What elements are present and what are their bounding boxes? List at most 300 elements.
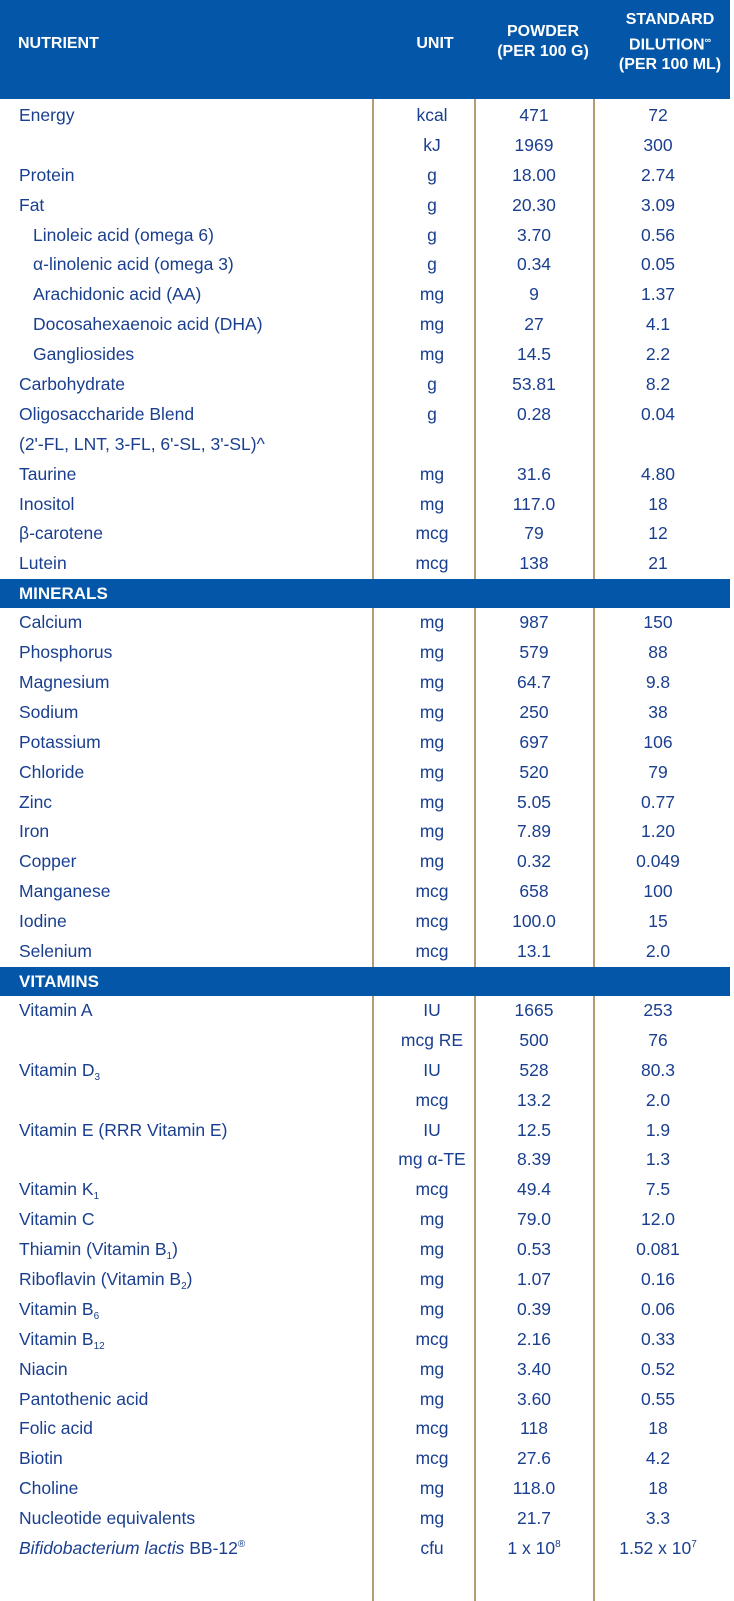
nutrient-name bbox=[19, 1116, 227, 1146]
unit-cell: mg bbox=[419, 314, 445, 335]
nutrient-name bbox=[19, 460, 76, 490]
dilution-value bbox=[598, 1534, 718, 1564]
nutrient-name bbox=[19, 638, 112, 668]
nutrient-name bbox=[19, 907, 67, 937]
unit-cell: mcg bbox=[415, 1089, 449, 1110]
powder-value bbox=[474, 1295, 594, 1325]
powder-value-exponent: 8 bbox=[555, 1538, 561, 1550]
powder-value bbox=[474, 1265, 594, 1295]
nutrient-name-italic: Bifidobacterium lactis bbox=[19, 1537, 185, 1558]
dilution-value bbox=[598, 638, 718, 668]
unit-cell: mcg bbox=[415, 1328, 449, 1349]
powder-value-text: 13.2 bbox=[516, 1089, 552, 1110]
unit-cell: mg bbox=[419, 642, 445, 663]
nutrient-name bbox=[19, 101, 74, 131]
powder-value bbox=[474, 1385, 594, 1415]
dilution-value bbox=[598, 1086, 718, 1116]
dilution-value-text: 100 bbox=[643, 881, 673, 902]
dilution-value bbox=[598, 847, 718, 877]
unit-cell: mg bbox=[419, 672, 445, 693]
table-row bbox=[0, 250, 730, 280]
powder-value bbox=[474, 758, 594, 788]
unit-cell: IU bbox=[423, 999, 441, 1020]
powder-value-text: 138 bbox=[519, 553, 549, 574]
powder-value bbox=[474, 1474, 594, 1504]
powder-value-text: 0.34 bbox=[516, 254, 552, 275]
table-row bbox=[0, 400, 730, 430]
unit-cell: mg bbox=[419, 851, 445, 872]
table-row bbox=[0, 608, 730, 638]
dilution-value-text: 0.55 bbox=[640, 1388, 676, 1409]
powder-value bbox=[474, 907, 594, 937]
nutrient-name-text: Magnesium bbox=[19, 672, 110, 693]
dilution-value bbox=[598, 608, 718, 638]
powder-value bbox=[474, 161, 594, 191]
table-row bbox=[0, 1265, 730, 1295]
unit-cell: mg bbox=[419, 821, 445, 842]
powder-value-text: 117.0 bbox=[512, 493, 556, 514]
section-title: MINERALS bbox=[19, 584, 108, 604]
nutrient-name-text: α-linolenic acid (omega 3) bbox=[33, 254, 234, 275]
nutrient-name bbox=[19, 1265, 193, 1295]
powder-value bbox=[474, 1026, 594, 1056]
nutrient-name-text: Thiamin (Vitamin B bbox=[19, 1239, 167, 1260]
powder-value-text: 3.70 bbox=[516, 224, 552, 245]
dilution-value bbox=[598, 817, 718, 847]
table-row bbox=[0, 877, 730, 907]
unit-cell: mcg bbox=[415, 1418, 449, 1439]
dilution-value-text: 0.049 bbox=[636, 851, 680, 872]
unit-cell: mcg bbox=[415, 941, 449, 962]
table-row bbox=[0, 370, 730, 400]
dilution-value-exponent: 7 bbox=[691, 1538, 697, 1550]
powder-value bbox=[474, 847, 594, 877]
nutrient-name-text: Niacin bbox=[19, 1358, 68, 1379]
table-row bbox=[0, 1295, 730, 1325]
powder-value-text: 579 bbox=[519, 642, 549, 663]
dilution-value bbox=[598, 1355, 718, 1385]
table-row bbox=[0, 131, 730, 161]
table-row bbox=[0, 1086, 730, 1116]
unit-cell: mcg bbox=[415, 881, 449, 902]
dilution-value-text: 18 bbox=[648, 1478, 668, 1499]
dilution-value bbox=[598, 1504, 718, 1534]
powder-value-text: 0.28 bbox=[516, 403, 552, 424]
nutrient-name-text: β-carotene bbox=[19, 523, 103, 544]
powder-value bbox=[474, 1504, 594, 1534]
nutrient-name bbox=[19, 1056, 100, 1086]
nutrient-name-text: Riboflavin (Vitamin B bbox=[19, 1268, 182, 1289]
table-row bbox=[0, 1385, 730, 1415]
unit-cell: mcg bbox=[415, 553, 449, 574]
table-row bbox=[0, 1325, 730, 1355]
dilution-value bbox=[598, 937, 718, 967]
unit-cell: g bbox=[427, 164, 437, 185]
nutrient-name bbox=[19, 788, 52, 818]
nutrient-name bbox=[19, 1534, 245, 1564]
table-row bbox=[0, 490, 730, 520]
powder-value bbox=[474, 1414, 594, 1444]
unit-cell: mcg RE bbox=[400, 1029, 464, 1050]
dilution-value-text: 8.2 bbox=[645, 374, 671, 395]
nutrient-table-body bbox=[0, 101, 730, 1564]
powder-value-text: 118.0 bbox=[512, 1478, 556, 1499]
nutrient-name-text: Protein bbox=[19, 164, 75, 185]
nutrient-name-text: Calcium bbox=[19, 612, 83, 633]
powder-value bbox=[474, 937, 594, 967]
nutrient-name bbox=[19, 370, 125, 400]
powder-value-text: 528 bbox=[519, 1059, 549, 1080]
dilution-value-text: 4.80 bbox=[640, 463, 676, 484]
nutrient-name bbox=[19, 758, 84, 788]
nutrient-name bbox=[19, 430, 265, 460]
dilution-value bbox=[598, 1295, 718, 1325]
nutrient-name bbox=[19, 1235, 178, 1265]
table-row bbox=[0, 1175, 730, 1205]
powder-value-text: 1 x 10 bbox=[507, 1537, 556, 1558]
nutrient-name bbox=[19, 519, 103, 549]
section-header bbox=[0, 579, 730, 608]
nutrient-name-text: Vitamin B bbox=[19, 1328, 94, 1349]
powder-value-text: 0.32 bbox=[516, 851, 552, 872]
dilution-value-text: 9.8 bbox=[645, 672, 671, 693]
nutrient-name-text: Potassium bbox=[19, 731, 101, 752]
nutrient-name-text: Arachidonic acid (AA) bbox=[33, 284, 202, 305]
nutrient-name-text: Gangliosides bbox=[33, 344, 135, 365]
powder-value-text: 1.07 bbox=[516, 1268, 552, 1289]
dilution-value bbox=[598, 1325, 718, 1355]
powder-value-text: 987 bbox=[519, 612, 549, 633]
nutrient-name bbox=[19, 1385, 148, 1415]
table-row bbox=[0, 460, 730, 490]
nutrient-name bbox=[19, 698, 78, 728]
dilution-value-text: 2.0 bbox=[645, 1089, 671, 1110]
powder-value-text: 5.05 bbox=[516, 791, 552, 812]
nutrient-name-subscript: 1 bbox=[166, 1251, 173, 1263]
dilution-value bbox=[598, 1175, 718, 1205]
nutrient-name bbox=[19, 847, 76, 877]
unit-cell: mg bbox=[419, 701, 445, 722]
table-row bbox=[0, 907, 730, 937]
powder-value bbox=[474, 1325, 594, 1355]
dilution-value-text: 79 bbox=[648, 761, 668, 782]
table-row bbox=[0, 1026, 730, 1056]
unit-cell: mg bbox=[419, 1478, 445, 1499]
nutrient-name-text: Sodium bbox=[19, 701, 79, 722]
unit-cell: g bbox=[427, 403, 437, 424]
nutrient-name bbox=[19, 1504, 195, 1534]
nutrient-name bbox=[19, 937, 92, 967]
dilution-value-text: 80.3 bbox=[640, 1059, 676, 1080]
dilution-value bbox=[598, 1235, 718, 1265]
nutrient-name-text: Choline bbox=[19, 1478, 79, 1499]
unit-cell: mg bbox=[419, 284, 445, 305]
unit-cell: IU bbox=[423, 1059, 441, 1080]
table-row bbox=[0, 280, 730, 310]
powder-value-text: 20.30 bbox=[512, 194, 556, 215]
dilution-value-text: 38 bbox=[648, 701, 668, 722]
dilution-value-text: 0.081 bbox=[636, 1239, 680, 1260]
powder-value-text: 31.6 bbox=[516, 463, 552, 484]
nutrient-name bbox=[19, 161, 74, 191]
table-row bbox=[0, 1116, 730, 1146]
powder-value bbox=[474, 221, 594, 251]
nutrient-name-text: Iron bbox=[19, 821, 50, 842]
dilution-value bbox=[598, 1444, 718, 1474]
table-row bbox=[0, 1235, 730, 1265]
powder-value bbox=[474, 400, 594, 430]
section-title: VITAMINS bbox=[19, 971, 99, 991]
powder-value-text: 14.5 bbox=[516, 344, 552, 365]
nutrient-name-text: Linoleic acid (omega 6) bbox=[33, 224, 214, 245]
table-row bbox=[0, 788, 730, 818]
table-row bbox=[0, 221, 730, 251]
dilution-value bbox=[598, 400, 718, 430]
nutrient-name bbox=[33, 280, 201, 310]
powder-value bbox=[474, 370, 594, 400]
table-row bbox=[0, 668, 730, 698]
nutrient-name-subscript: 2 bbox=[181, 1280, 187, 1292]
unit-cell: mcg bbox=[415, 1448, 449, 1469]
unit-cell: g bbox=[427, 224, 437, 245]
header-powder: POWDER (PER 100 G) bbox=[497, 23, 589, 60]
dilution-value bbox=[598, 1385, 718, 1415]
table-row bbox=[0, 101, 730, 131]
powder-value bbox=[474, 877, 594, 907]
dilution-value bbox=[598, 460, 718, 490]
nutrient-name bbox=[19, 668, 109, 698]
powder-value bbox=[474, 519, 594, 549]
powder-value-text: 79.0 bbox=[516, 1209, 552, 1230]
unit-cell: mg bbox=[419, 1298, 445, 1319]
powder-value bbox=[474, 1235, 594, 1265]
nutrient-name-text: Carbohydrate bbox=[19, 374, 126, 395]
nutrient-name bbox=[19, 1295, 99, 1325]
powder-value bbox=[474, 101, 594, 131]
table-row bbox=[0, 1534, 730, 1564]
table-row bbox=[0, 1474, 730, 1504]
table-header bbox=[0, 0, 730, 99]
unit-cell: mcg bbox=[415, 911, 449, 932]
nutrient-name-text: Fat bbox=[19, 194, 45, 215]
dilution-value-text: 1.37 bbox=[640, 284, 676, 305]
powder-value bbox=[474, 698, 594, 728]
dilution-value-text: 15 bbox=[648, 911, 668, 932]
nutrient-name-text: Inositol bbox=[19, 493, 75, 514]
nutrient-name bbox=[19, 549, 67, 579]
dilution-value-text: 1.52 x 10 bbox=[619, 1537, 692, 1558]
unit-cell: mg bbox=[419, 344, 445, 365]
header-nutrient: NUTRIENT bbox=[18, 35, 99, 52]
dilution-value-text: 88 bbox=[648, 642, 668, 663]
table-row bbox=[0, 191, 730, 221]
powder-value-text: 49.4 bbox=[516, 1179, 552, 1200]
nutrient-name bbox=[19, 1444, 63, 1474]
dilution-value bbox=[598, 549, 718, 579]
powder-value bbox=[474, 191, 594, 221]
powder-value bbox=[474, 549, 594, 579]
nutrient-name bbox=[19, 996, 93, 1026]
nutrient-name-text: Zinc bbox=[19, 791, 53, 812]
dilution-value-text: 2.0 bbox=[645, 941, 671, 962]
nutrient-name-text: Copper bbox=[19, 851, 77, 872]
dilution-value-text: 4.2 bbox=[645, 1448, 671, 1469]
dilution-value-text: 2.74 bbox=[640, 164, 676, 185]
table-row bbox=[0, 1205, 730, 1235]
nutrient-name-text: Vitamin K bbox=[19, 1179, 94, 1200]
dilution-value bbox=[598, 101, 718, 131]
dilution-value bbox=[598, 877, 718, 907]
powder-value-text: 520 bbox=[519, 761, 549, 782]
powder-value-text: 250 bbox=[519, 701, 549, 722]
powder-value-text: 100.0 bbox=[512, 911, 556, 932]
powder-value bbox=[474, 310, 594, 340]
nutrient-name-text: Iodine bbox=[19, 911, 67, 932]
nutrient-name-text: Pantothenic acid bbox=[19, 1388, 149, 1409]
header-standard-dilution: STANDARD DILUTION∞ (PER 100 ML) bbox=[618, 11, 722, 74]
table-row bbox=[0, 847, 730, 877]
unit-cell: mg bbox=[419, 1508, 445, 1529]
dilution-value-text: 300 bbox=[643, 134, 673, 155]
dilution-value-text: 76 bbox=[648, 1029, 668, 1050]
nutrient-name bbox=[19, 1205, 95, 1235]
unit-cell: mg bbox=[419, 1239, 445, 1260]
nutrient-name-text: Docosahexaenoic acid (DHA) bbox=[33, 314, 263, 335]
unit-cell: mg bbox=[419, 493, 445, 514]
dilution-value-text: 21 bbox=[648, 553, 668, 574]
table-row bbox=[0, 1056, 730, 1086]
dilution-value-text: 1.3 bbox=[645, 1149, 671, 1170]
nutrient-name bbox=[19, 400, 194, 430]
dilution-value bbox=[598, 221, 718, 251]
dilution-value-text: 1.20 bbox=[640, 821, 676, 842]
unit-cell: mg bbox=[419, 731, 445, 752]
table-row bbox=[0, 430, 730, 460]
nutrient-name-text: Biotin bbox=[19, 1448, 63, 1469]
nutrient-name-suffix: ) bbox=[186, 1268, 193, 1289]
powder-value-text: 1969 bbox=[514, 134, 554, 155]
nutrient-name-text: Manganese bbox=[19, 881, 111, 902]
unit-cell: mg bbox=[419, 463, 445, 484]
nutrient-name bbox=[33, 250, 234, 280]
table-row bbox=[0, 937, 730, 967]
powder-value bbox=[474, 668, 594, 698]
unit-cell: mcg bbox=[415, 1179, 449, 1200]
unit-cell: kJ bbox=[423, 134, 441, 155]
nutrient-name bbox=[19, 608, 82, 638]
table-row bbox=[0, 758, 730, 788]
nutrient-name-subscript: 12 bbox=[93, 1340, 105, 1352]
powder-value bbox=[474, 1205, 594, 1235]
dilution-value bbox=[598, 370, 718, 400]
nutrient-name bbox=[19, 817, 49, 847]
dilution-value-text: 0.77 bbox=[640, 791, 676, 812]
powder-value-text: 0.39 bbox=[516, 1298, 552, 1319]
nutrient-name bbox=[19, 1325, 105, 1355]
powder-value-text: 64.7 bbox=[516, 672, 552, 693]
dilution-value bbox=[598, 1474, 718, 1504]
nutrient-name-text: Chloride bbox=[19, 761, 85, 782]
powder-value-text: 0.53 bbox=[516, 1239, 552, 1260]
nutrient-name-suffix: BB-12 bbox=[184, 1537, 238, 1558]
section-header bbox=[0, 967, 730, 996]
powder-value bbox=[474, 1145, 594, 1175]
powder-value bbox=[474, 996, 594, 1026]
dilution-value-text: 12 bbox=[648, 523, 668, 544]
powder-value-text: 2.16 bbox=[516, 1328, 552, 1349]
unit-cell: mg bbox=[419, 791, 445, 812]
powder-value bbox=[474, 250, 594, 280]
dilution-value bbox=[598, 131, 718, 161]
nutrient-name bbox=[19, 490, 74, 520]
nutrient-name-text: Folic acid bbox=[19, 1418, 93, 1439]
table-row bbox=[0, 1504, 730, 1534]
powder-value-text: 7.89 bbox=[516, 821, 552, 842]
powder-value-text: 500 bbox=[519, 1029, 549, 1050]
powder-value-text: 27 bbox=[524, 314, 544, 335]
table-row bbox=[0, 728, 730, 758]
powder-value bbox=[474, 728, 594, 758]
dilution-value-text: 0.52 bbox=[640, 1358, 676, 1379]
unit-cell: kcal bbox=[416, 105, 448, 125]
dilution-value-text: 4.1 bbox=[645, 314, 671, 335]
powder-value bbox=[474, 817, 594, 847]
nutrient-name-text: Energy bbox=[19, 105, 75, 125]
unit-cell: g bbox=[427, 374, 437, 395]
dilution-value bbox=[598, 698, 718, 728]
nutrient-name-superscript: ® bbox=[237, 1538, 246, 1550]
nutrient-name bbox=[33, 340, 134, 370]
unit-cell: IU bbox=[423, 1119, 441, 1140]
powder-value bbox=[474, 131, 594, 161]
dilution-value-text: 150 bbox=[643, 612, 673, 633]
powder-value bbox=[474, 638, 594, 668]
table-row bbox=[0, 1444, 730, 1474]
powder-value bbox=[474, 280, 594, 310]
table-row bbox=[0, 310, 730, 340]
table-row bbox=[0, 519, 730, 549]
unit-cell: mcg bbox=[415, 523, 449, 544]
dilution-value-text: 3.3 bbox=[645, 1508, 671, 1529]
powder-value bbox=[474, 490, 594, 520]
dilution-value-text: 0.56 bbox=[640, 224, 676, 245]
dilution-value bbox=[598, 191, 718, 221]
dilution-value-text: 18 bbox=[648, 1418, 668, 1439]
nutrient-name bbox=[19, 728, 101, 758]
powder-value bbox=[474, 1444, 594, 1474]
dilution-value bbox=[598, 280, 718, 310]
nutrient-name bbox=[19, 1175, 99, 1205]
dilution-value bbox=[598, 490, 718, 520]
powder-value-text: 3.60 bbox=[516, 1388, 552, 1409]
dilution-value bbox=[598, 728, 718, 758]
powder-value bbox=[474, 1175, 594, 1205]
dilution-value-text: 3.09 bbox=[640, 194, 676, 215]
dilution-value-text: 253 bbox=[643, 999, 673, 1020]
nutrient-name bbox=[19, 1474, 78, 1504]
table-row bbox=[0, 996, 730, 1026]
unit-cell: mg bbox=[419, 1388, 445, 1409]
nutrient-name bbox=[19, 1355, 68, 1385]
powder-value-text: 53.81 bbox=[512, 374, 556, 395]
dilution-value bbox=[598, 758, 718, 788]
dilution-value bbox=[598, 161, 718, 191]
nutrient-name bbox=[33, 221, 214, 251]
nutrient-name-text: Phosphorus bbox=[19, 642, 113, 663]
dilution-value bbox=[598, 519, 718, 549]
nutrient-name-text: Vitamin C bbox=[19, 1209, 95, 1230]
dilution-value bbox=[598, 1026, 718, 1056]
